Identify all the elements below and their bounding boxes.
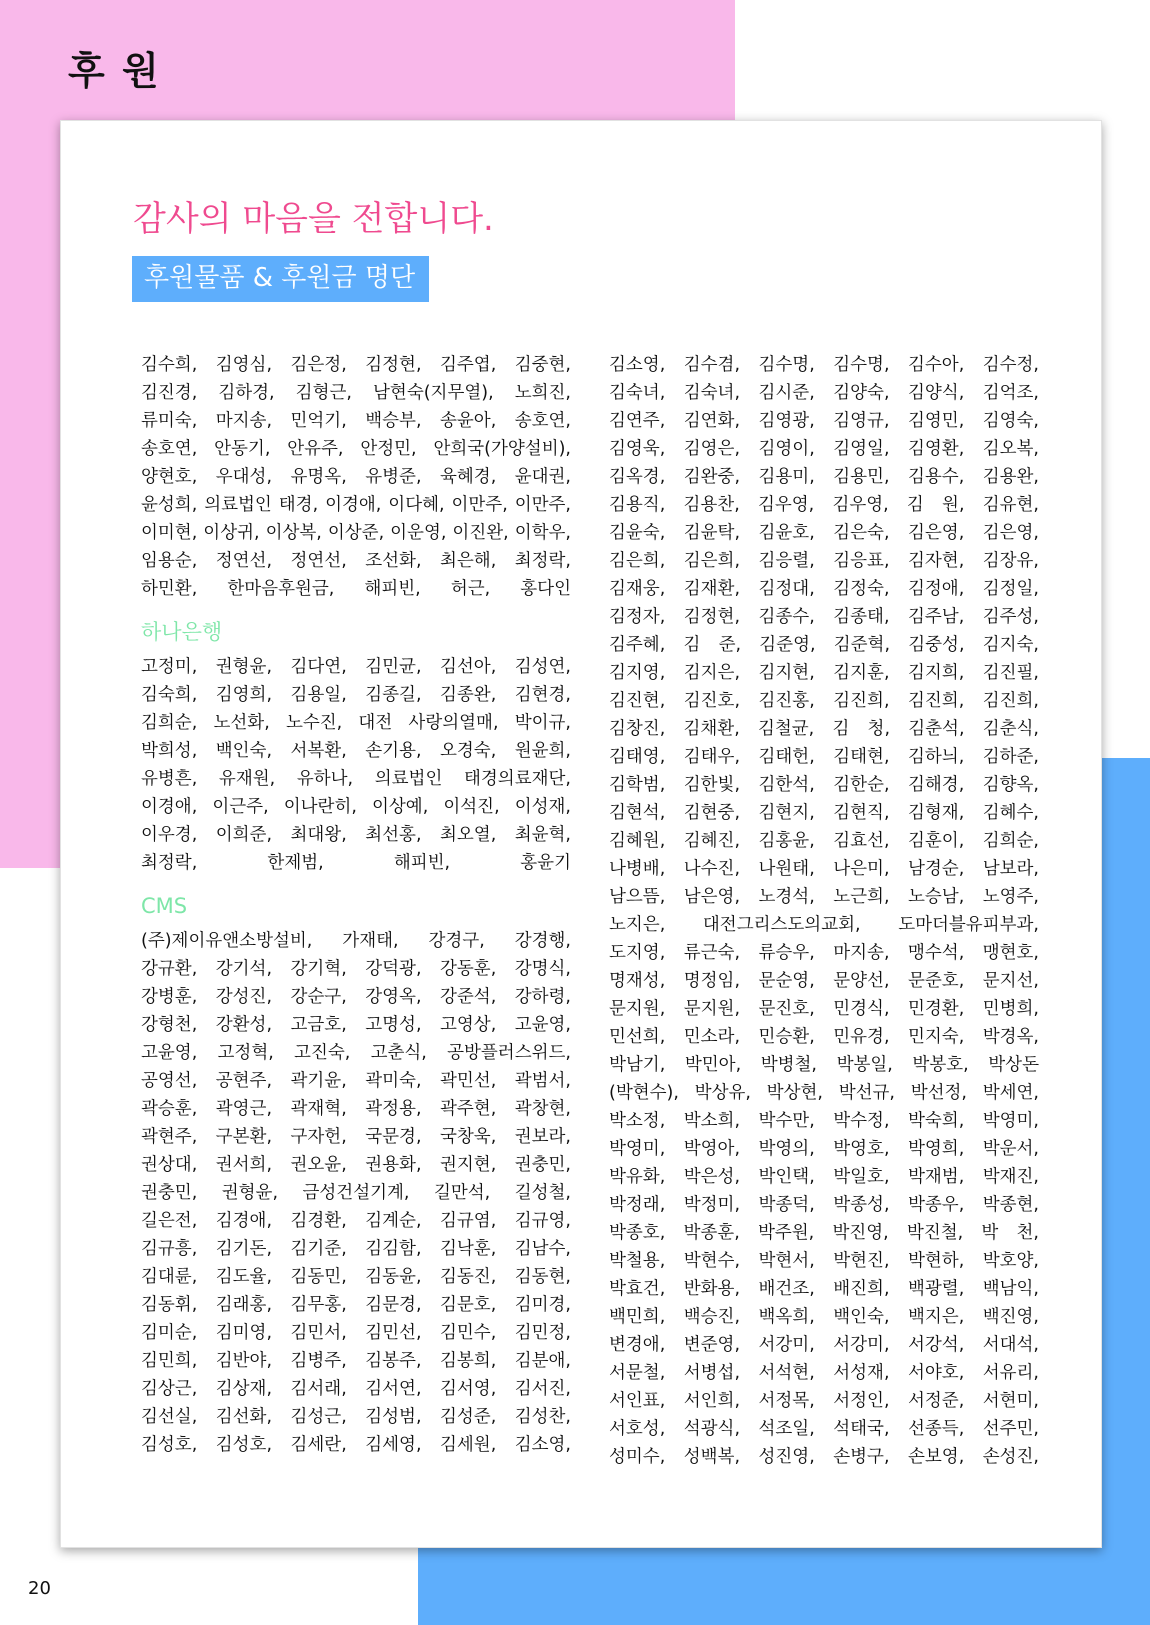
donor-names-line: 김상근, 김상재, 김서래, 김서연, 김서영, 김서진,	[141, 1379, 571, 1399]
donor-names-line: 최정락, 한제범, 해피빈, 홍윤기	[141, 853, 571, 873]
donor-names-line: 문지원, 문지원, 문진호, 민경식, 민경환, 민병희,	[609, 999, 1039, 1019]
right-donor-list	[609, 351, 1039, 1471]
donor-names-line: 노지은, 대전그리스도의교회, 도마더블유피부과,	[609, 915, 1039, 935]
donor-names-line: 김숙희, 김영희, 김용일, 김종길, 김종완, 김현경,	[141, 685, 571, 705]
donor-names-line: 백민희, 백승진, 백옥희, 백인숙, 백지은, 백진영,	[609, 1307, 1039, 1327]
donor-names-line: 김정자, 김정현, 김종수, 김종태, 김주남, 김주성,	[609, 607, 1039, 627]
donor-names-line: 김동휘, 김래홍, 김무홍, 김문경, 김문호, 김미경,	[141, 1295, 571, 1315]
donor-names-line: (박현수), 박상유, 박상현, 박선규, 박선정, 박세연,	[609, 1083, 1039, 1103]
donor-names-line: 김규흥, 김기돈, 김기준, 김김함, 김낙훈, 김남수,	[141, 1239, 571, 1259]
donor-names-line: 서호성, 석광식, 석조일, 석태국, 선종득, 선주민,	[609, 1419, 1039, 1439]
donor-names-line: 명재성, 명정임, 문순영, 문양선, 문준호, 문지선,	[609, 971, 1039, 991]
donor-names-line: 김대륜, 김도율, 김동민, 김동윤, 김동진, 김동현,	[141, 1267, 571, 1287]
donor-names-line: 김윤숙, 김윤탁, 김윤호, 김은숙, 김은영, 김은영,	[609, 523, 1039, 543]
donor-names-line: 길은전, 김경애, 김경환, 김계순, 김규염, 김규영,	[141, 1211, 571, 1231]
donor-names-line: 김지영, 김지은, 김지현, 김지훈, 김지희, 김진필,	[609, 663, 1039, 683]
donor-names-line: 나병배, 나수진, 나원태, 나은미, 남경순, 남보라,	[609, 859, 1039, 879]
donor-names-line: 김민희, 김반야, 김병주, 김봉주, 김봉희, 김분애,	[141, 1351, 571, 1371]
donor-names-line: 김선실, 김선화, 김성근, 김성범, 김성준, 김성찬,	[141, 1407, 571, 1427]
donor-names-line: 권충민, 권형윤, 금성건설기계, 길만석, 길성철,	[141, 1183, 571, 1203]
donor-names-line: 하민환, 한마음후원금, 해피빈, 허근, 홍다인	[141, 579, 571, 599]
donor-names-line: 김학범, 김한빛, 김한석, 김한순, 김해경, 김향옥,	[609, 775, 1039, 795]
hana-bank-title: 하나은행	[141, 620, 223, 644]
donor-names-line: 김용직, 김용찬, 김우영, 김우영, 김 원, 김유현,	[609, 495, 1039, 515]
donor-names-line: 이미현, 이상귀, 이상복, 이상준, 이운영, 이진완, 이학우,	[141, 523, 571, 543]
donor-names-line: 박정래, 박정미, 박종덕, 박종성, 박종우, 박종현,	[609, 1195, 1039, 1215]
donor-names-line: 박남기, 박민아, 박병철, 박봉일, 박봉호, 박상돈	[609, 1055, 1039, 1075]
donor-names-line: (주)제이유앤소방설비, 가재태, 강경구, 강경행,	[141, 931, 571, 951]
donor-names-line: 남으뜸, 남은영, 노경석, 노근희, 노승남, 노영주,	[609, 887, 1039, 907]
donor-names-line: 서인표, 서인희, 서정목, 서정인, 서정준, 서현미,	[609, 1391, 1039, 1411]
donor-names-line: 박효건, 반화용, 배건조, 배진희, 백광렬, 백남익,	[609, 1279, 1039, 1299]
donor-names-line: 권상대, 권서희, 권오윤, 권용화, 권지현, 권충민,	[141, 1155, 571, 1175]
donor-names-line: 김혜원, 김혜진, 김홍윤, 김효선, 김훈이, 김희순,	[609, 831, 1039, 851]
donor-names-line: 서문철, 서병섭, 서석현, 서성재, 서야호, 서유리,	[609, 1363, 1039, 1383]
donor-names-line: 성미수, 성백복, 성진영, 손병구, 손보영, 손성진,	[609, 1447, 1039, 1467]
donor-names-line: 김창진, 김채환, 김철균, 김 청, 김춘석, 김춘식,	[609, 719, 1039, 739]
donor-names-line: 김현석, 김현중, 김현지, 김현직, 김형재, 김혜수,	[609, 803, 1039, 823]
donor-names-line: 김진경, 김하경, 김형근, 남현숙(지무열), 노희진,	[141, 383, 571, 403]
donor-names-line: 곽현주, 구본환, 구자헌, 국문경, 국창욱, 권보라,	[141, 1127, 571, 1147]
donor-names-line: 김영욱, 김영은, 김영이, 김영일, 김영환, 김오복,	[609, 439, 1039, 459]
donor-names-line: 양현호, 우대성, 유명옥, 유병준, 육혜경, 윤대권,	[141, 467, 571, 487]
donor-names-line: 김태영, 김태우, 김태헌, 김태현, 김하늬, 김하준,	[609, 747, 1039, 767]
donor-names-line: 윤성희, 의료법인 태경, 이경애, 이다혜, 이만주, 이만주,	[141, 495, 571, 515]
donor-names-line: 김은희, 김은희, 김응렬, 김응표, 김자현, 김장유,	[609, 551, 1039, 571]
donor-names-line: 김소영, 김수겸, 김수명, 김수명, 김수아, 김수정,	[609, 355, 1039, 375]
donor-names-line: 김연주, 김연화, 김영광, 김영규, 김영민, 김영숙,	[609, 411, 1039, 431]
donor-names-line: 고윤영, 고정혁, 고진숙, 고춘식, 공방플러스위드,	[141, 1043, 571, 1063]
donor-names-line: 김수희, 김영심, 김은정, 김정현, 김주엽, 김중현,	[141, 355, 571, 375]
donor-names-line: 민선희, 민소라, 민승환, 민유경, 민지숙, 박경옥,	[609, 1027, 1039, 1047]
donor-names-line: 임용순, 정연선, 정연선, 조선화, 최은해, 최정락,	[141, 551, 571, 571]
content-card	[60, 120, 1102, 1548]
donor-names-line: 김미순, 김미영, 김민서, 김민선, 김민수, 김민정,	[141, 1323, 571, 1343]
donor-names-line: 변경애, 변준영, 서강미, 서강미, 서강석, 서대석,	[609, 1335, 1039, 1355]
donor-names-line: 김재웅, 김재환, 김정대, 김정숙, 김정애, 김정일,	[609, 579, 1039, 599]
section-title: 후 원	[68, 49, 161, 93]
hana-bank-donor-list	[141, 653, 571, 877]
donor-list-subheading: 후원물품 & 후원금 명단	[132, 256, 429, 302]
donor-names-line: 김희순, 노선화, 노수진, 대전 사랑의열매, 박이규,	[141, 713, 571, 733]
donor-names-line: 곽승훈, 곽영근, 곽재혁, 곽정용, 곽주현, 곽창현,	[141, 1099, 571, 1119]
right-column	[609, 351, 1039, 1471]
donor-names-line: 박영미, 박영아, 박영의, 박영호, 박영희, 박운서,	[609, 1139, 1039, 1159]
donor-names-line: 도지영, 류근숙, 류승우, 마지송, 맹수석, 맹현호,	[609, 943, 1039, 963]
donor-names-line: 김옥경, 김완중, 김용미, 김용민, 김용수, 김용완,	[609, 467, 1039, 487]
donor-names-line: 이우경, 이희준, 최대왕, 최선홍, 최오열, 최윤혁,	[141, 825, 571, 845]
donor-names-line: 송호연, 안동기, 안유주, 안정민, 안희국(가양설비),	[141, 439, 571, 459]
left-column	[141, 351, 571, 1459]
donor-names-line: 김성호, 김성호, 김세란, 김세영, 김세원, 김소영,	[141, 1435, 571, 1455]
donor-names-line: 김주혜, 김 준, 김준영, 김준혁, 김중성, 김지숙,	[609, 635, 1039, 655]
donor-names-line: 강병훈, 강성진, 강순구, 강영옥, 강준석, 강하령,	[141, 987, 571, 1007]
page-number: 20	[28, 1578, 51, 1599]
donor-names-line: 김숙녀, 김숙녀, 김시준, 김양숙, 김양식, 김억조,	[609, 383, 1039, 403]
donor-names-line: 박소정, 박소희, 박수만, 박수정, 박숙희, 박영미,	[609, 1111, 1039, 1131]
cms-donor-list	[141, 927, 571, 1459]
donor-names-line: 공영선, 공현주, 곽기윤, 곽미숙, 곽민선, 곽범서,	[141, 1071, 571, 1091]
donor-names-line: 박희성, 백인숙, 서복환, 손기용, 오경숙, 원윤희,	[141, 741, 571, 761]
cms-title: CMS	[141, 894, 188, 918]
donor-names-line: 고정미, 권형윤, 김다연, 김민균, 김선아, 김성연,	[141, 657, 571, 677]
donor-names-line: 강형천, 강환성, 고금호, 고명성, 고영상, 고윤영,	[141, 1015, 571, 1035]
donor-names-line: 김진현, 김진호, 김진홍, 김진희, 김진희, 김진희,	[609, 691, 1039, 711]
donor-names-line: 박철용, 박현수, 박현서, 박현진, 박현하, 박호양,	[609, 1251, 1039, 1271]
headline: 감사의 마음을 전합니다.	[133, 199, 494, 239]
donor-names-line: 강규환, 강기석, 강기혁, 강덕광, 강동훈, 강명식,	[141, 959, 571, 979]
donor-names-line: 유병흔, 유재원, 유하나, 의료법인 태경의료재단,	[141, 769, 571, 789]
donor-names-line: 박종호, 박종훈, 박주원, 박진영, 박진철, 박 천,	[609, 1223, 1039, 1243]
donor-names-line: 박유화, 박은성, 박인택, 박일호, 박재범, 박재진,	[609, 1167, 1039, 1187]
donor-names-line: 류미숙, 마지송, 민억기, 백승부, 송윤아, 송호연,	[141, 411, 571, 431]
intro-donor-list	[141, 351, 571, 603]
donor-names-line: 이경애, 이근주, 이나란히, 이상예, 이석진, 이성재,	[141, 797, 571, 817]
